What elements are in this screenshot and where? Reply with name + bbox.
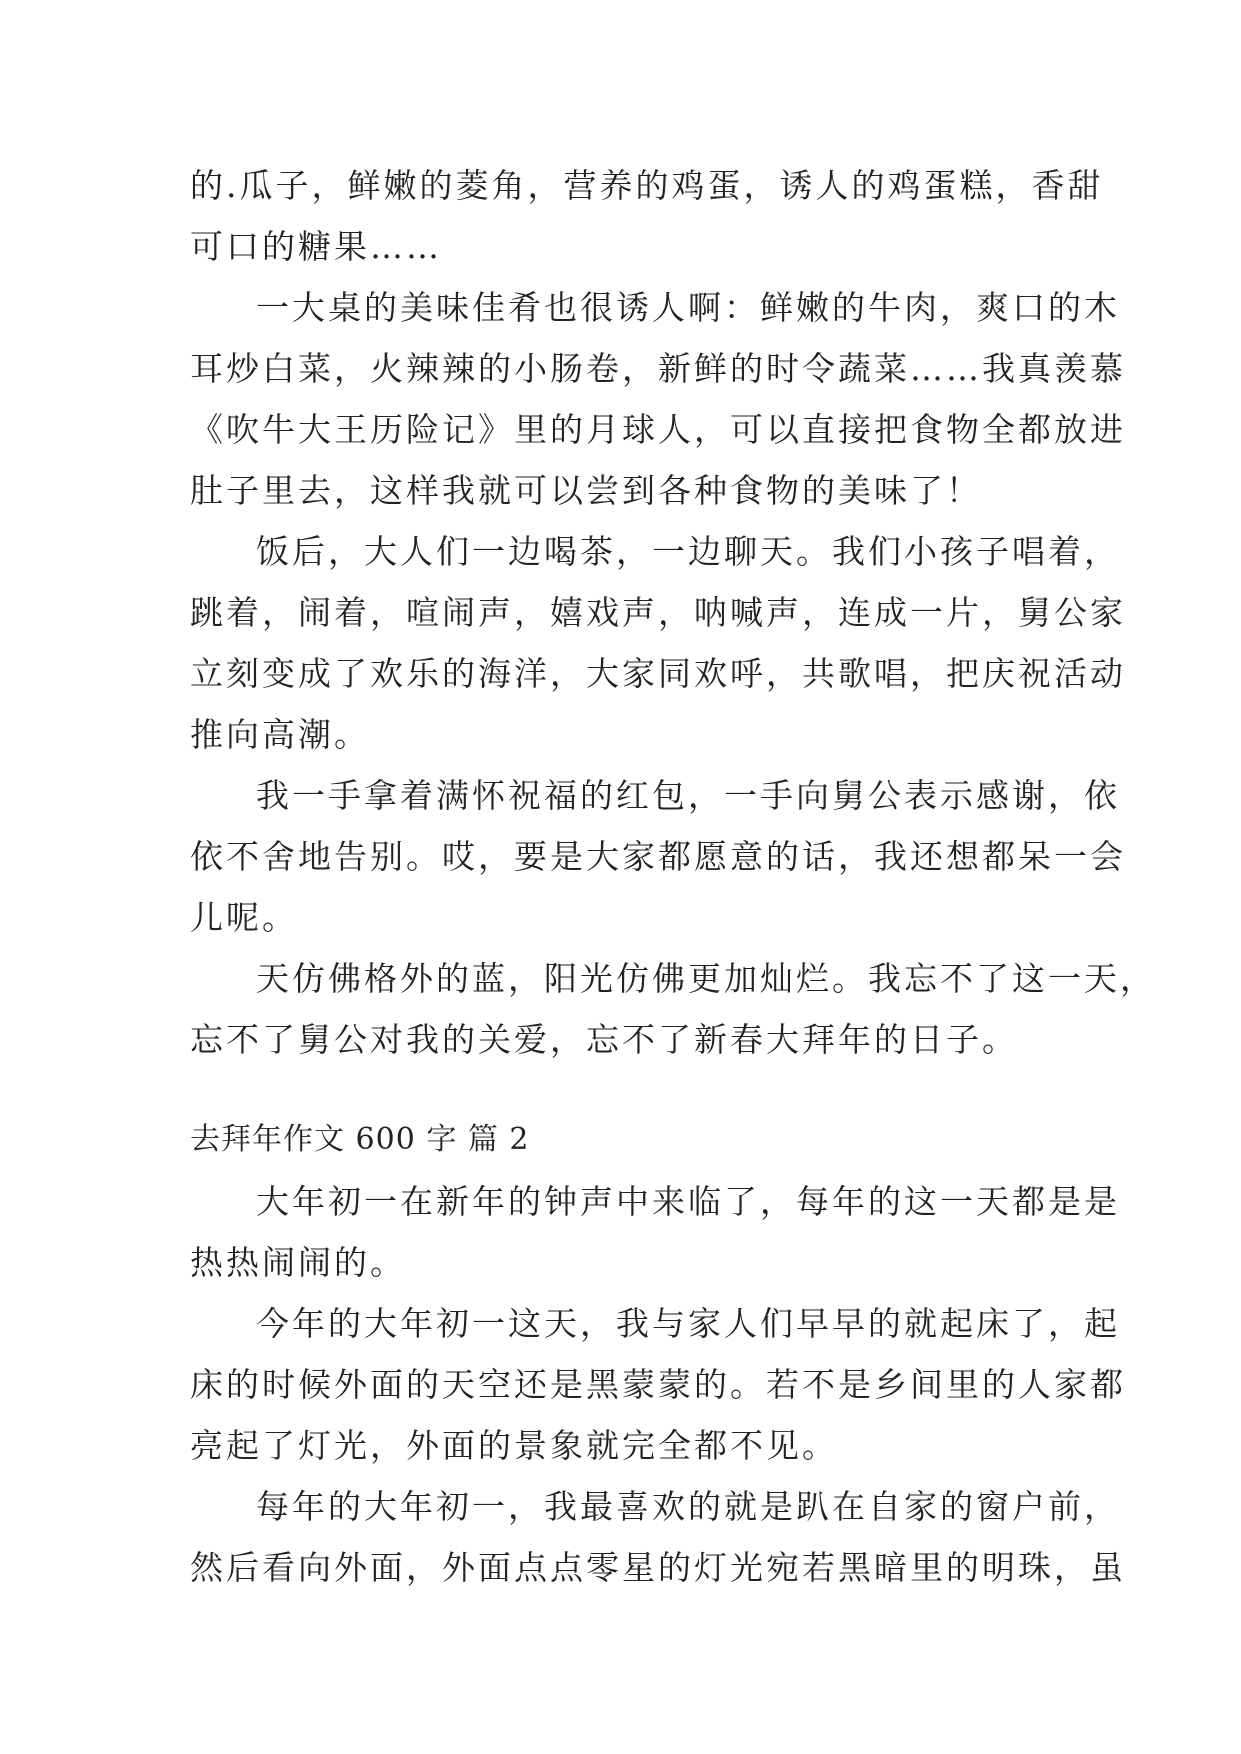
text-line: 立刻变成了欢乐的海洋，大家同欢呼，共歌唱，把庆祝活动 xyxy=(190,654,1126,693)
text-line: 推向高潮。 xyxy=(190,715,370,754)
text-line: 亮起了灯光，外面的景象就完全都不见。 xyxy=(190,1426,838,1465)
text-line: 忘不了舅公对我的关爱，忘不了新春大拜年的日子。 xyxy=(190,1020,1018,1059)
text-line: 今年的大年初一这天，我与家人们早早的就起床了，起 xyxy=(256,1304,1120,1343)
text-line: 天仿佛格外的蓝，阳光仿佛更加灿烂。我忘不了这一天， xyxy=(256,959,1156,998)
text-line: 耳炒白菜，火辣辣的小肠卷，新鲜的时令蔬菜……我真羡慕 xyxy=(190,349,1126,388)
text-line: 每年的大年初一，我最喜欢的就是趴在自家的窗户前， xyxy=(256,1487,1120,1526)
text-line: 儿呢。 xyxy=(190,898,298,937)
text-line: 饭后，大人们一边喝茶，一边聊天。我们小孩子唱着， xyxy=(256,532,1120,571)
text-line: 然后看向外面，外面点点零星的灯光宛若黑暗里的明珠，虽 xyxy=(190,1548,1126,1587)
text-line: 一大桌的美味佳肴也很诱人啊：鲜嫩的牛肉，爽口的木 xyxy=(256,288,1120,327)
text-line: 跳着，闹着，喧闹声，嬉戏声，呐喊声，连成一片，舅公家 xyxy=(190,593,1126,632)
section-heading: 去拜年作文 600 字 篇 2 xyxy=(190,1122,530,1157)
text-line: 肚子里去，这样我就可以尝到各种食物的美味了！ xyxy=(190,471,982,510)
text-line: 《吹牛大王历险记》里的月球人，可以直接把食物全都放进 xyxy=(190,410,1126,449)
text-line: 依不舍地告别。哎，要是大家都愿意的话，我还想都呆一会 xyxy=(190,837,1126,876)
text-line: 床的时候外面的天空还是黑蒙蒙的。若不是乡间里的人家都 xyxy=(190,1365,1126,1404)
text-line: 大年初一在新年的钟声中来临了，每年的这一天都是是 xyxy=(256,1182,1120,1221)
text-line: 热热闹闹的。 xyxy=(190,1243,406,1282)
text-line: 我一手拿着满怀祝福的红包，一手向舅公表示感谢，依 xyxy=(256,776,1120,815)
text-line: 可口的糖果…… xyxy=(190,227,442,266)
text-line: 的.瓜子，鲜嫩的菱角，营养的鸡蛋，诱人的鸡蛋糕，香甜 xyxy=(190,166,1104,205)
